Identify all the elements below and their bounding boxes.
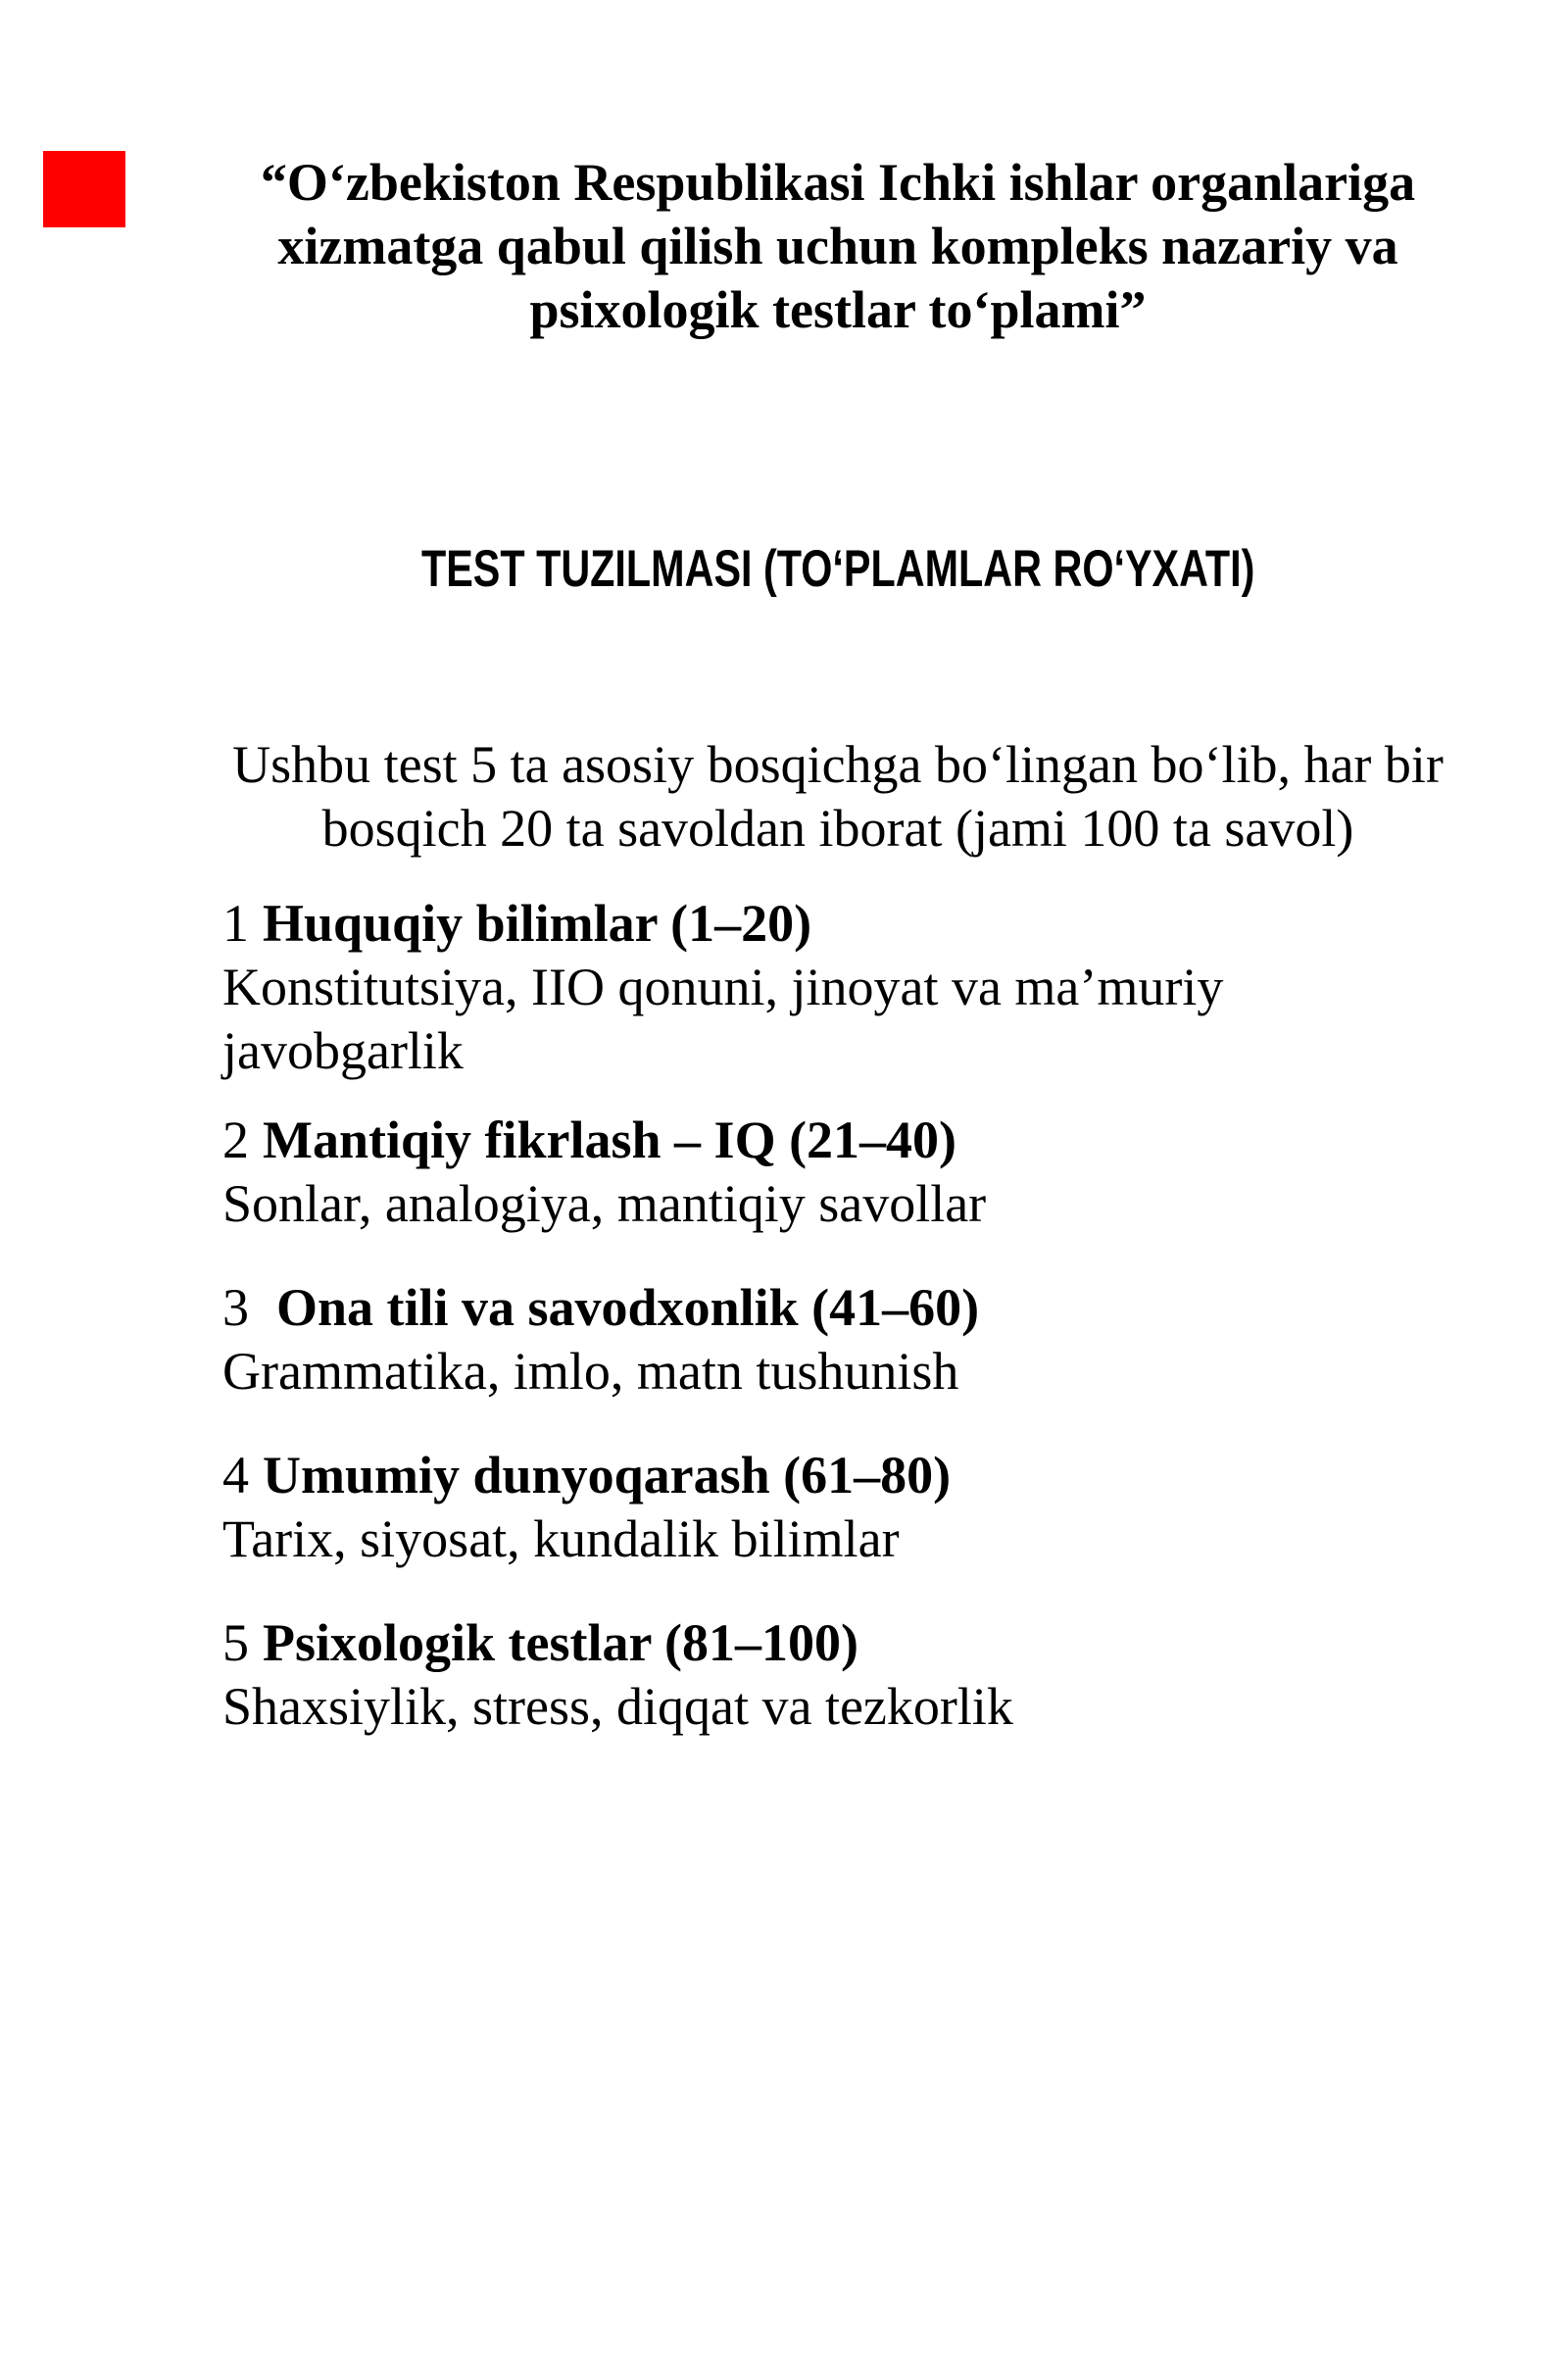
document-title-line: “O‘zbekiston Respublikasi Ichki ishlar organlariga — [260, 153, 1416, 212]
section-description-line: Sonlar, analogiya, mantiqiy savollar — [222, 1174, 987, 1233]
test-section-ona-tili — [222, 1276, 1453, 1404]
section-number: 2 — [222, 1110, 249, 1169]
document-page — [0, 151, 1568, 2368]
test-section-umumiy-dunyoqarash — [222, 1444, 1453, 1571]
intro-paragraph — [222, 733, 1453, 861]
section-number: 5 — [222, 1613, 249, 1672]
intro-line: Ushbu test 5 ta asosiy bosqichga bo‘lingan bo‘lib, har bir — [232, 735, 1444, 794]
section-number: 3 — [222, 1278, 249, 1337]
section-title: Huquqiy bilimlar (1–20) — [263, 894, 812, 953]
section-description-line: Tarix, siyosat, kundalik bilimlar — [222, 1509, 900, 1568]
section-title: Umumiy dunyoqarash (61–80) — [263, 1446, 952, 1505]
intro-line: bosqich 20 ta savoldan iborat (jami 100 ta savol) — [321, 799, 1354, 858]
document-title — [222, 151, 1453, 342]
section-head — [222, 1276, 1453, 1340]
test-sections-list — [222, 892, 1453, 1739]
section-description-line: Konstitutsiya, IIO qonuni, jinoyat va ma’muriy — [222, 958, 1224, 1016]
section-title: Ona tili va savodxonlik (41–60) — [276, 1278, 980, 1337]
section-head — [222, 1444, 1453, 1507]
section-description-line: javobgarlik — [222, 1021, 464, 1080]
section-heading — [222, 539, 1453, 599]
section-description-line: Shaxsiylik, stress, diqqat va tezkorlik — [222, 1677, 1013, 1736]
red-corner-marker — [43, 151, 125, 227]
section-description-line: Grammatika, imlo, matn tushunish — [222, 1342, 959, 1401]
test-section-psixologik-testlar — [222, 1611, 1453, 1739]
test-section-huquqiy-bilimlar — [222, 892, 1453, 1083]
section-head — [222, 1109, 1453, 1172]
document-title-line: xizmatga qabul qilish uchun kompleks nazariy va — [277, 217, 1398, 275]
section-number: 1 — [222, 894, 249, 953]
document-canvas — [0, 151, 1568, 2368]
section-number: 4 — [222, 1446, 249, 1505]
document-content — [0, 151, 1568, 1739]
section-title: Mantiqiy fikrlash – IQ (21–40) — [263, 1110, 957, 1169]
document-title-line: psixologik testlar to‘plami” — [529, 280, 1147, 339]
test-section-mantiqiy-fikrlash — [222, 1109, 1453, 1236]
section-head — [222, 892, 1453, 956]
section-heading-text: TEST TUZILMASI (TO‘PLAMLAR RO‘YXATI) — [420, 540, 1255, 598]
section-title: Psixologik testlar (81–100) — [263, 1613, 858, 1672]
section-head — [222, 1611, 1453, 1675]
